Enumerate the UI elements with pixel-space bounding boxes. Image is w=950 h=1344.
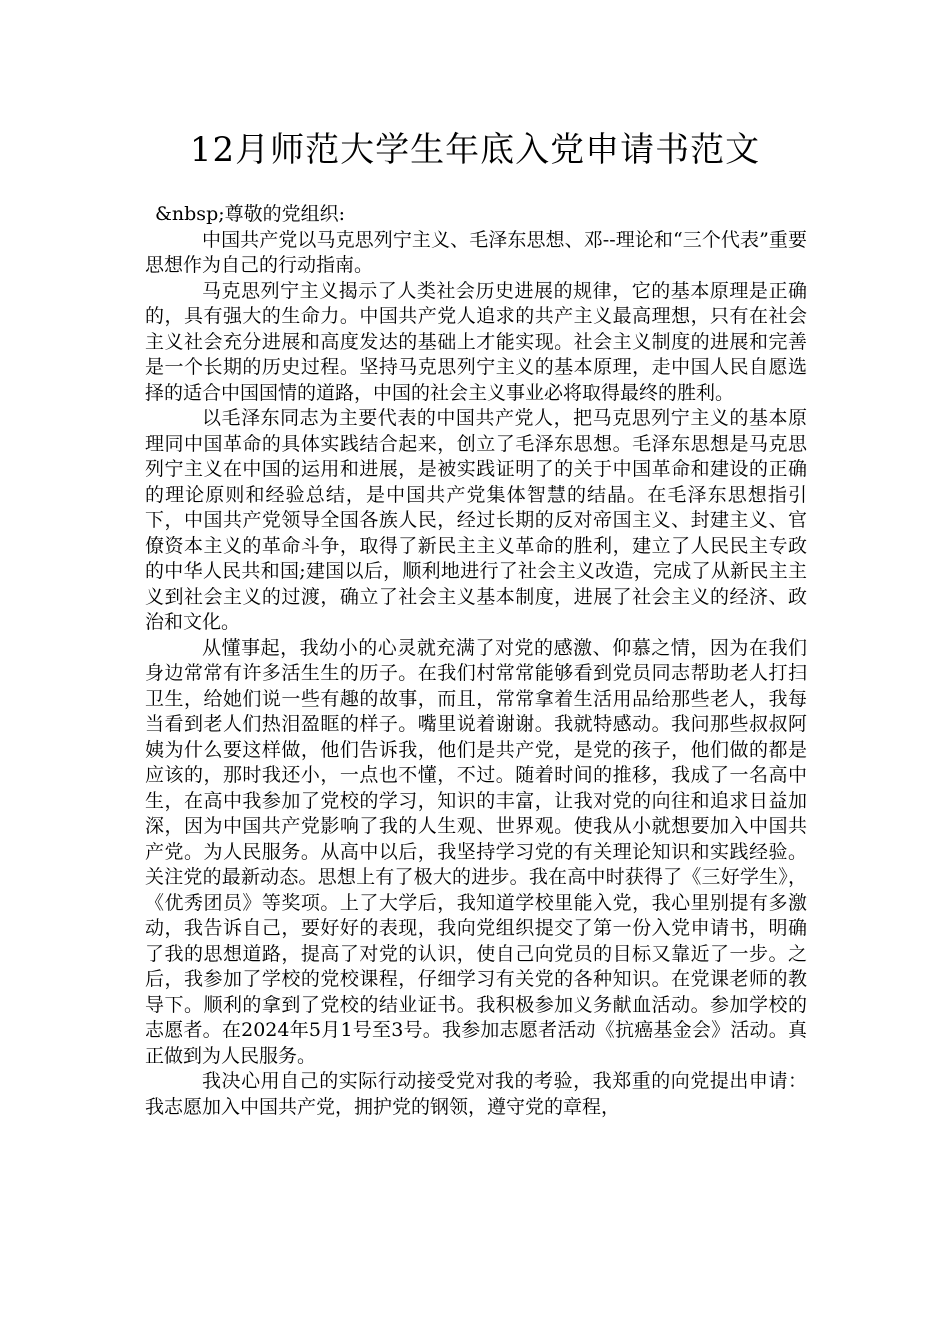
paragraph-3: 以毛泽东同志为主要代表的中国共产党人，把马克思列宁主义的基本原理同中国革命的具体实践结合起来，创立了毛泽东思想。毛泽东思想是马克思列宁主义在中国的运用和进展，是被实践证明了的关于中国革命和建设的正确的理论原则和经验总结，是中国共产党集体智慧的结晶。在毛泽东思想指引下，中国共产党领导全国各族人民，经过长期的反对帝国主义、封建主义、官僚资本主义的革命斗争，取得了新民主主义革命的胜利，建立了人民民主专政的中华人民共和国;建国以后，顺利地进行了社会主义改造，完成了从新民主主义到社会主义的过渡，确立了社会主义基本制度，进展了社会主义的经济、政治和文化。 — [145, 407, 807, 633]
paragraph-5: 我决心用自己的实际行动接受党对我的考验，我郑重的向党提出申请：我志愿加入中国共产党，拥护党的钢领，遵守党的章程， — [145, 1070, 807, 1118]
salutation: &nbsp;尊敬的党组织: — [155, 203, 346, 225]
paragraph-1: 中国共产党以马克思列宁主义、毛泽东思想、邓--理论和“三个代表”重要思想作为自己的行动指南。 — [145, 228, 807, 276]
paragraph-4: 从懂事起，我幼小的心灵就充满了对党的感激、仰慕之情，因为在我们身边常常有许多活生生的历子。在我们村常常能够看到党员同志帮助老人打扫卫生，给她们说一些有趣的故事，而且，常常拿着生活用品给那些老人，我每当看到老人们热泪盈眶的样子。嘴里说着谢谢。我就特感动。我问那些叔叔阿姨为什么要这样做，他们告诉我，他们是共产党，是党的孩子，他们做的都是应该的，那时我还小，一点也不懂，不过。随着时间的推移，我成了一名高中生，在高中我参加了党校的学习，知识的丰富，让我对党的向往和追求日益加深，因为中国共产党影响了我的人生观、世界观。使我从小就想要加入中国共产党。为人民服务。从高中以后，我坚持学习党的有关理论知识和实践经验。关注党的最新动态。思想上有了极大的进步。我在高中时获得了《三好学生》，《优秀团员》等奖项。上了大学后，我知道学校里能入党，我心里别提有多激动，我告诉自己，要好好的表现，我向党组织提交了第一份入党申请书，明确了我的思想道路，提高了对党的认识，使自己向党员的目标又靠近了一步。之后，我参加了学校的党校课程，仔细学习有关党的各种知识。在党课老师的教导下。顺利的拿到了党校的结业证书。我积极参加义务献血活动。参加学校的志愿者。在2024年5月1号至3号。我参加志愿者活动《抗癌基金会》活动。真正做到为人民服务。 — [145, 636, 807, 1067]
document-title: 12月师范大学生年底入党申请书范文 — [189, 130, 761, 170]
paragraph-2: 马克思列宁主义揭示了人类社会历史进展的规律，它的基本原理是正确的，具有强大的生命力。中国共产党人追求的共产主义最高理想，只有在社会主义社会充分进展和高度发达的基础上才能实现。社会主义制度的进展和完善是一个长期的历史过程。坚持马克思列宁主义的基本原理，走中国人民自愿选择的适合中国国情的道路，中国的社会主义事业必将取得最终的胜利。 — [145, 279, 807, 404]
document-body — [145, 202, 807, 1120]
